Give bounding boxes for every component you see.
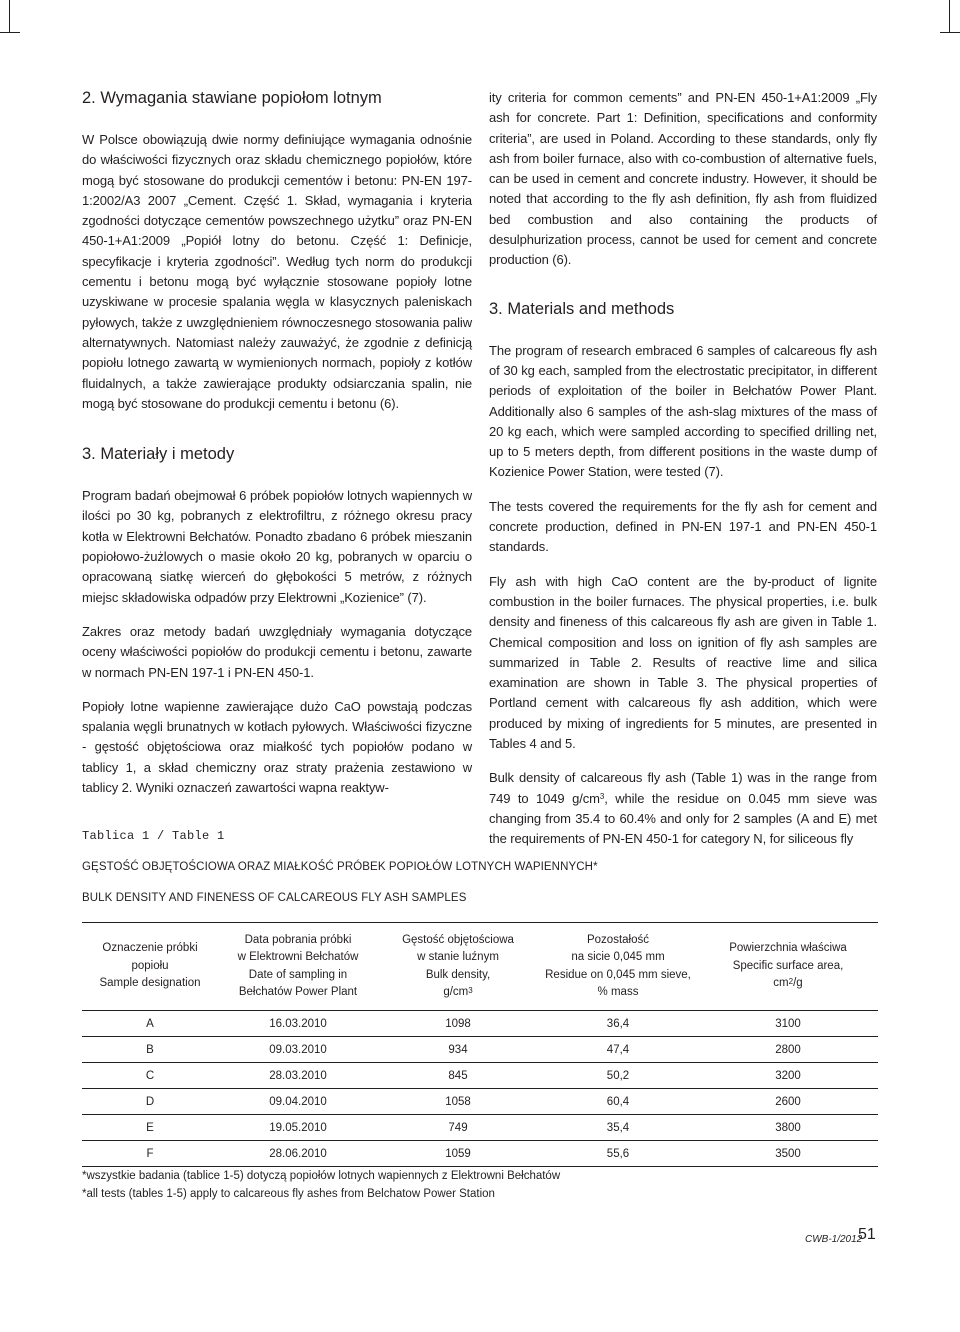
- cell-residue: 36,4: [538, 1011, 698, 1037]
- table-title-pl: GĘSTOŚĆ OBJĘTOŚCIOWA ORAZ MIAŁKOŚĆ PRÓBEK POPIOŁÓW LOTNYCH WAPIENNYCH*: [82, 861, 598, 873]
- footnote-en: *all tests (tables 1-5) apply to calcareous fly ashes from Belchatow Power Station: [82, 1188, 495, 1200]
- header-bulk-density: Gęstość objętościowa w stanie luźnym Bulk density, $g/cm^3$: [378, 923, 538, 1011]
- cell-surface: 3200: [698, 1063, 878, 1089]
- cell-density: 749: [378, 1115, 538, 1141]
- cell-surface: 2600: [698, 1089, 878, 1115]
- crop-mark-top-left: [9, 0, 10, 33]
- bulk-density-table: [82, 922, 878, 1167]
- paragraph-scope-pl: Zakres oraz metody badań uwzględniały wymagania dotyczące oceny właściwości popiołów do produkcji cementu i betonu, zawarte w normach PN-EN 197-1 i PN-EN 450-1.: [82, 623, 472, 680]
- cell-density: 934: [378, 1037, 538, 1063]
- cell-date: 28.03.2010: [218, 1063, 378, 1089]
- cell-surface: 2800: [698, 1037, 878, 1063]
- cell-sample: C: [82, 1063, 218, 1089]
- cell-sample: D: [82, 1089, 218, 1115]
- crop-mark-top-left-h: [0, 32, 20, 33]
- left-column: [82, 88, 472, 812]
- page-number: 51: [858, 1226, 876, 1243]
- table-row: [82, 1089, 878, 1115]
- cell-surface: 3800: [698, 1115, 878, 1141]
- cell-date: 19.05.2010: [218, 1115, 378, 1141]
- section-3-title-en: 3. Materials and methods: [489, 299, 675, 318]
- cell-density: 1098: [378, 1011, 538, 1037]
- header-specific-surface: Powierzchnia właściwa Specific surface area, $cm^2/g$: [698, 923, 878, 1011]
- paragraph-calcareous-ash-en: Fly ash with high CaO content are the by-product of lignite combustion in the boiler furnaces. The physical properties, i.e. bulk density and fineness of this calcareous fly ash are given in Table 1. Chemical composition and loss on ignition of fly ash samples are summarized in Table 2. Results of reactive lime and silica examination are shown in Table 3. The physical properties of Portland cement with calcareous fly ash addition, which were produced by mixing of ingredients for 5 minutes, are presented in Tables 4 and 5.: [489, 573, 877, 752]
- table-row: [82, 1011, 878, 1037]
- cell-density: 1058: [378, 1089, 538, 1115]
- table-title-en: BULK DENSITY AND FINENESS OF CALCAREOUS FLY ASH SAMPLES: [82, 892, 467, 904]
- paragraph-calcareous-ash-pl: Popioły lotne wapienne zawierające dużo CaO powstają podczas spalania węgli brunatnych w kotłach pyłowych. Właściwości fizyczne - gęstość objętościowa oraz miałkość tych popiołów podano w tablicy 1, a skład chemiczny oraz straty prażenia zestawiono w tablicy 2. Wyniki oznaczeń zawartości wapna reaktyw-: [82, 698, 472, 796]
- journal-issue: CWB-1/2012: [805, 1234, 863, 1245]
- crop-mark-top-right-h: [940, 32, 960, 33]
- cell-sample: E: [82, 1115, 218, 1141]
- section-2-title-pl: 2. Wymagania stawiane popiołom lotnym: [82, 89, 382, 107]
- cell-date: 09.03.2010: [218, 1037, 378, 1063]
- cell-density: 1059: [378, 1141, 538, 1167]
- table-header-row: [82, 923, 878, 1011]
- paragraph-standards-en: ity criteria for common cements” and PN-EN 450-1+A1:2009 „Fly ash for concrete. Part 1: Definition, specifications and conformity criteria”, are used in Poland. According to these standards, only fly ash from boiler furnace, also with co-combustion of alternative fuels, can be used in cement and concrete industry. However, it should be noted that according to the fly ash definition, fly ash from fluidized bed combustion and also containing the products of desulphurization process, cannot be used for cement and concrete production (6).: [489, 90, 877, 268]
- right-column: [489, 88, 877, 864]
- cell-sample: A: [82, 1011, 218, 1037]
- cell-density: 845: [378, 1063, 538, 1089]
- table-row: [82, 1063, 878, 1089]
- header-sampling-date: Data pobrania próbki w Elektrowni Bełchatów Date of sampling in Bełchatów Power Plant: [218, 923, 378, 1011]
- paragraph-bulk-density-en: Bulk density of calcareous fly ash (Table 1) was in the range from 749 to 1049 $g/cm^3$, while the residue on 0.045 mm sieve was changing from 35.4 to 60.4% and only for 2 samples (A and E) met the requirements of PN-EN 450-1 for category N, for siliceous fly: [489, 770, 878, 847]
- cell-residue: 55,6: [538, 1141, 698, 1167]
- header-residue: Pozostałość na sicie 0,045 mm Residue on 0,045 mm sieve, % mass: [538, 923, 698, 1011]
- cell-date: 09.04.2010: [218, 1089, 378, 1115]
- table-row: [82, 1037, 878, 1063]
- cell-surface: 3500: [698, 1141, 878, 1167]
- header-sample-designation: Oznaczenie próbki popiołu Sample designation: [82, 923, 218, 1011]
- cell-sample: F: [82, 1141, 218, 1167]
- cell-date: 28.06.2010: [218, 1141, 378, 1167]
- paragraph-scope-en: The tests covered the requirements for the fly ash for cement and concrete production, defined in PN-EN 197-1 and PN-EN 450-1 standards.: [489, 498, 877, 555]
- cell-surface: 3100: [698, 1011, 878, 1037]
- cell-date: 16.03.2010: [218, 1011, 378, 1037]
- crop-mark-top-right: [949, 0, 950, 33]
- cell-sample: B: [82, 1037, 218, 1063]
- paragraph-standards-pl: W Polsce obowiązują dwie normy definiujące wymagania odnośnie do właściwości fizycznych oraz składu chemicznego popiołów, które mogą być stosowane do produkcji cementów i betonu: PN-EN 197-1:2002/A3 2007 „Cement. Część 1. Skład, wymagania i kryteria zgodności dotyczące cementów powszechnego użytku” oraz PN-EN 450-1+A1:2009 „Popiół lotny do betonu. Część 1: Definicje, specyfikacje i kryteria zgodności”. Według tych norm do produkcji cementu i betonu mogą być wyłącznie stosowane popioły lotne uzyskiwane w procesie spalania węgla w klasycznych paleniskach pyłowych, także z uwzględnieniem równoczesnego stosowania paliw alternatywnych. Natomiast należy zauważyć, że zgodnie z definicją popiołu lotnego zawartą w wymienionych normach, popioły z kotłów fluidalnych, a także zawierające produkty odsiarczania spalin, nie mogą być stosowane do produkcji cementu i betonu (6).: [82, 132, 472, 411]
- cell-residue: 35,4: [538, 1115, 698, 1141]
- cell-residue: 47,4: [538, 1037, 698, 1063]
- table-label: Tablica 1 / Table 1: [82, 829, 225, 843]
- cell-residue: 60,4: [538, 1089, 698, 1115]
- paragraph-program-en: The program of research embraced 6 samples of calcareous fly ash of 30 kg each, sampled from the electrostatic precipitator, in different periods of exploitation of the boiler in Bełchatów Power Plant. Additionally also 6 samples of the ash-slag mixtures of the mass of 20 kg each, which were sampled according to specified drilling net, up to 5 meters depth, from different positions in the waste dump of Kozienice Power Station, were tested (7).: [489, 342, 877, 480]
- table-row: [82, 1141, 878, 1167]
- paragraph-program-pl: Program badań obejmował 6 próbek popiołów lotnych wapiennych w ilości po 30 kg, pobranych z elektrofiltru, z różnego okresu pracy kotła w Elektrowni Bełchatów. Ponadto zbadano 6 próbek mieszanin popiołowo-żużlowych o masie około 20 kg, pobranych w oparciu o opracowaną siatkę wierceń do głębokości 5 metrów, z różnych miejsc składowiska odpadów przy Elektrowni „Kozienice” (7).: [82, 488, 472, 605]
- table-row: [82, 1115, 878, 1141]
- cell-residue: 50,2: [538, 1063, 698, 1089]
- section-3-title-pl: 3. Materiały i metody: [82, 445, 235, 464]
- footnote-pl: *wszystkie badania (tablice 1-5) dotyczą popiołów lotnych wapiennych z Elektrowni Bełchatów: [82, 1170, 561, 1182]
